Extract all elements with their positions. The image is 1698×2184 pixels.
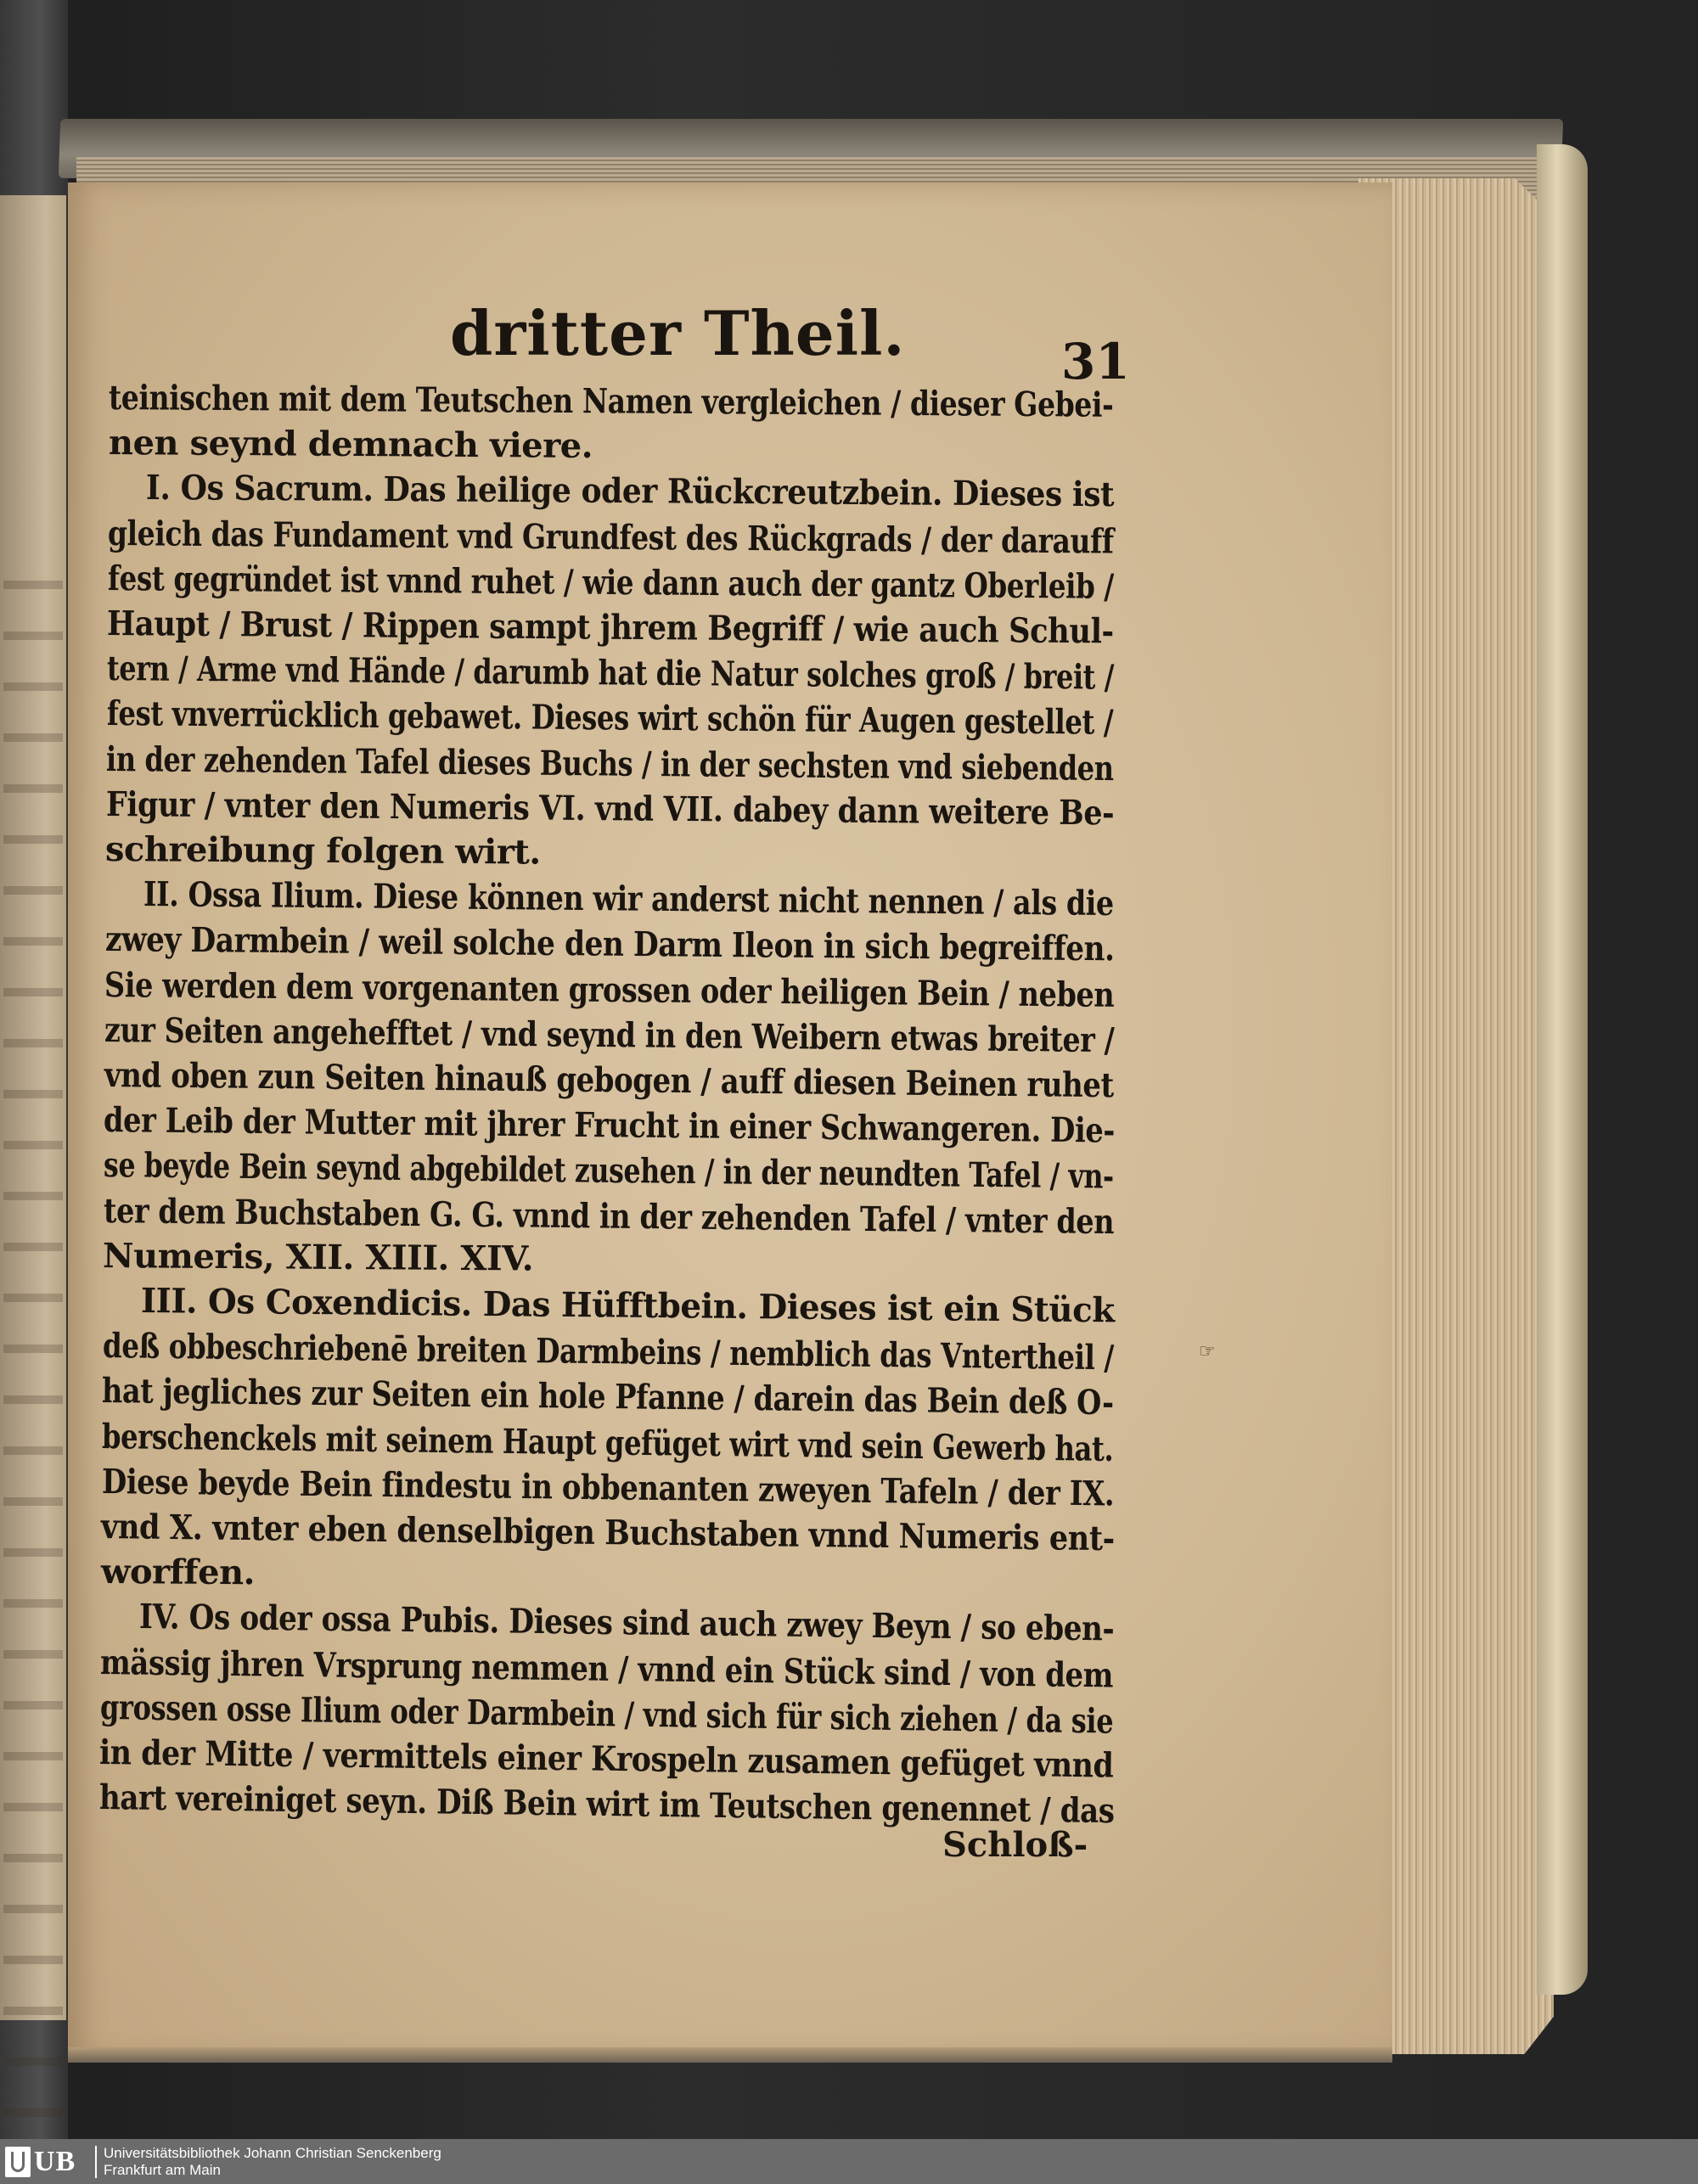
text-line: III. Os Coxendicis. Das Hüfftbein. Dieses ist ein Stück bbox=[140, 1281, 1115, 1331]
text-line: vnd oben zun Seiten hinauß gebogen / auff diesen Beinen ruhet bbox=[104, 1055, 1114, 1106]
text-line: teinischen mit dem Teutschen Namen vergleichen / dieser Gebei- bbox=[108, 378, 1114, 425]
footer-institution: Universitätsbibliothek Johann Christian Senckenberg bbox=[104, 2145, 441, 2161]
text-line: Numeris, XII. XIII. XIV. bbox=[102, 1235, 534, 1279]
text-line: II. Ossa Ilium. Diese können wir anderst nicht nennen / als die bbox=[143, 874, 1114, 924]
text-line: hart vereiniget seyn. Diß Bein wirt im Teutschen genennet / das bbox=[98, 1777, 1115, 1832]
text-line: Figur / vnter den Numeris VI. vnd VII. dabey dann weitere Be- bbox=[105, 783, 1115, 834]
text-line: in der zehenden Tafel dieses Buchs / in der sechsten vnd siebenden bbox=[105, 738, 1114, 789]
text-line: Sie werden dem vorgenanten grossen oder heiligen Bein / neben bbox=[104, 964, 1115, 1015]
text-line: der Leib der Mutter mit jhrer Frucht in einer Schwangeren. Die- bbox=[103, 1100, 1116, 1151]
text-line: nen seynd demnach viere. bbox=[108, 423, 593, 467]
text-line: Diese beyde Bein findestu in obbenanten zweyen Tafeln / der IX. bbox=[101, 1461, 1115, 1514]
text-line: fest gegründet ist vnnd ruhet / wie dann auch der gantz Oberleib / bbox=[107, 558, 1114, 607]
text-line: grossen osse Ilium oder Darmbein / vnd sich für sich ziehen / da sie bbox=[99, 1687, 1114, 1742]
page-number: 31 bbox=[1061, 333, 1130, 390]
text-line: IV. Os oder ossa Pubis. Dieses sind auch zwey Beyn / so eben- bbox=[138, 1597, 1115, 1649]
text-line: ter dem Buchstaben G. G. vnnd in der zehenden Tafel / vnter den bbox=[103, 1190, 1115, 1242]
catchword: Schloß- bbox=[942, 1825, 1088, 1865]
text-line: gleich das Fundament vnd Grundfest des Rückgrads / der darauff bbox=[107, 513, 1114, 562]
running-head: dritter Theil. bbox=[450, 297, 906, 369]
text-line: zwey Darmbein / weil solche den Darm Ileon in sich begreiffen. bbox=[104, 919, 1115, 969]
text-line: zur Seiten angehefftet / vnd seynd in den Weibern etwas breiter / bbox=[104, 1009, 1115, 1061]
text-line: in der Mitte / vermittels einer Krospeln zusamen gefüget vnnd bbox=[98, 1732, 1114, 1786]
page-bottom-edge bbox=[68, 2047, 1392, 2063]
footer-city: Frankfurt am Main bbox=[104, 2162, 221, 2178]
library-logo-icon bbox=[5, 2147, 31, 2177]
facing-page-text-traces bbox=[3, 552, 63, 2122]
text-line: schreibung folgen wirt. bbox=[104, 829, 541, 873]
text-line: berschenckels mit seinem Haupt gefüget wirt vnd sein Gewerb hat. bbox=[101, 1416, 1114, 1469]
text-line: hat jegliches zur Seiten ein hole Pfanne / darein das Bein deß O- bbox=[101, 1371, 1114, 1423]
margin-mark: ☞ bbox=[1199, 1341, 1216, 1362]
library-logo[interactable] bbox=[5, 2146, 76, 2178]
text-line: vnd X. vnter eben denselbigen Buchstaben vnnd Numeris ent- bbox=[100, 1507, 1115, 1559]
footer-divider bbox=[95, 2146, 97, 2178]
text-line: deß obbeschriebenē breiten Darmbeins / nemblich das Vntertheil / bbox=[102, 1326, 1115, 1378]
text-line: Haupt / Brust / Rippen sampt jhrem Begriff / wie auch Schul- bbox=[106, 604, 1114, 652]
facing-page-edge bbox=[0, 195, 66, 2020]
text-line: I. Os Sacrum. Das heilige oder Rückcreutzbein. Dieses ist bbox=[145, 468, 1115, 515]
text-line: tern / Arme vnd Hände / darumb hat die Natur solches groß / breit / bbox=[106, 648, 1115, 698]
library-logo-text: UB bbox=[34, 2146, 76, 2177]
text-line: fest vnverrücklich gebawet. Dieses wirt schön für Augen gestellet / bbox=[106, 693, 1114, 744]
text-line: mässig jhren Vrsprung nemmen / vnnd ein Stück sind / von dem bbox=[99, 1642, 1114, 1696]
footer-bar bbox=[0, 2139, 1698, 2184]
text-line: worffen. bbox=[100, 1552, 256, 1593]
book-cover-right bbox=[1537, 144, 1588, 1995]
text-line: se beyde Bein seynd abgebildet zusehen / in der neundten Tafel / vn- bbox=[103, 1145, 1114, 1198]
